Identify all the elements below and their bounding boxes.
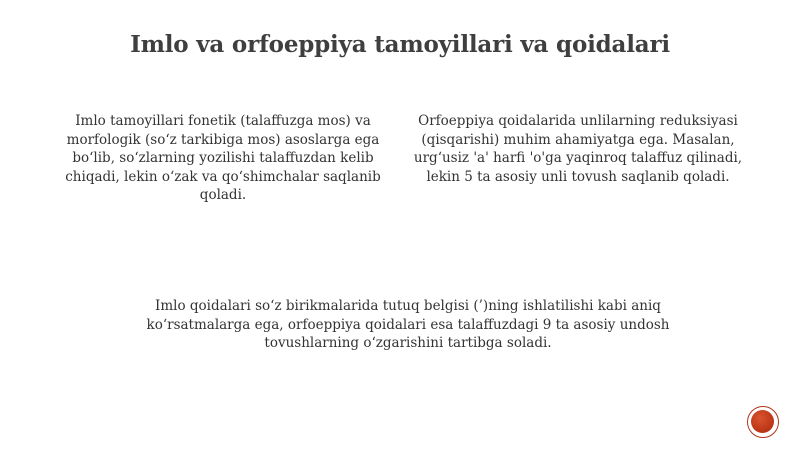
slide-title: Imlo va orfoeppiya tamoyillari va qoidalari: [130, 31, 670, 58]
paragraph-orfoeppiya-qoidalari: Orfoeppiya qoidalarida unlilarning reduksiyasi (qisqarishi) muhim ahamiyatga ega. Masalan, urg‘usiz 'a' harfi 'o'ga yaqinroq talaffuz qilinadi, lekin 5 ta asosiy unli tovush saqlanib qoladi.: [413, 113, 743, 185]
paragraph-imlo-qoidalari: Imlo qoidalari so‘z birikmalarida tutuq belgisi (’)ning ishlatilishi kabi aniq ko‘rsatmalarga ega, orfoeppiya qoidalari esa talaffuzdagi 9 ta asosiy undosh tovushlarning o‘zgarishini tartibga soladi.: [146, 298, 670, 351]
slide-nav-button[interactable]: [747, 406, 779, 438]
paragraph-imlo-tamoyillari: Imlo tamoyillari fonetik (talaffuzga mos) va morfologik (so‘z tarkibiga mos) asoslarga ega bo‘lib, so‘zlarning yozilishi talaffuzdan kelib chiqadi, lekin o‘zak va qo‘shimchalar saqlanib qoladi.: [65, 113, 381, 203]
circle-nav-icon: [751, 410, 774, 433]
